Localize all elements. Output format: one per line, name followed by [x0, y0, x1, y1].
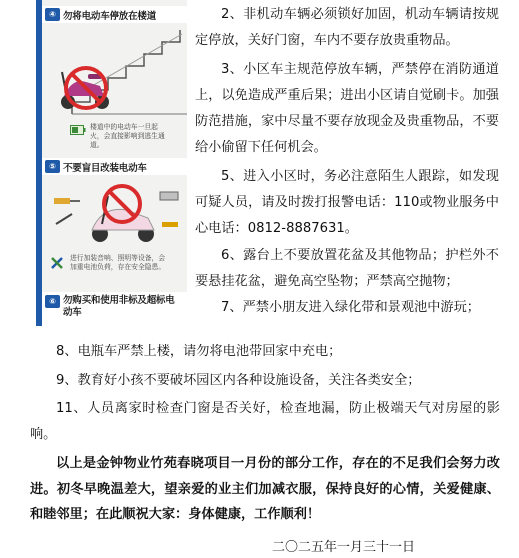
notice-items-full	[30, 339, 500, 447]
notice-item-5: 5、进入小区时，务必注意陌生人跟踪，如发现可疑人员，请及时拨打报警电话：110或物业服务中心电话：0812-8887631。	[195, 169, 499, 236]
notice-item-7: 7、严禁小朋友进入绿化带和景观池中游玩；	[221, 299, 480, 315]
closing-text: 以上是金钟物业竹苑春晓项目一月份的部分工作，存在的不足我们会努力改进。初冬早晚温差大，望亲爱的业主们加减衣服，保持良好的心情，关爱健康、和睦邻里；在此顺祝大家：身体健康，工作顺利！	[30, 456, 500, 522]
panel-number-badge: ⑤	[45, 160, 60, 173]
notice-items-wrapped	[195, 2, 499, 320]
closing-paragraph	[30, 451, 500, 528]
notice-item-9: 9、教育好小孩不要破坏园区内各种设施设备，关注各类安全；	[56, 372, 421, 388]
panel-number-badge: ④	[45, 8, 60, 21]
stairs-scooter-illustration	[42, 26, 187, 118]
signature-date: 二〇二五年一月三十一日	[272, 540, 416, 555]
notice-item-8: 8、电瓶车严禁上楼，请勿将电池带回家中充电；	[56, 344, 342, 359]
tip-text: 楼道中的电动车一旦起火，会直接影响到逃生通道。	[90, 123, 165, 149]
notice-item-2: 2、非机动车辆必须锁好加固，机动车辆请按规定停放，关好门窗，车内不要存放贵重物品。	[195, 7, 499, 48]
poster-panel-header-6	[42, 292, 187, 326]
modified-scooter-illustration	[42, 178, 187, 248]
notice-item-3: 3、小区车主规范停放车辆，严禁停在消防通道上，以免造成严重后果；进出小区请自觉刷卡。加强防范措施，家中尽量不要存放现金及贵重物品，不要给小偷留下任何机会。	[195, 62, 499, 155]
notice-item-6: 6、露台上不要放置花盆及其他物品；护栏外不要悬挂花盆，避免高空坠物；严禁高空抛物；	[195, 248, 499, 290]
panel-title: 勿将电动车停放在楼道	[63, 10, 157, 22]
panel-title: 不要盲目改装电动车	[63, 162, 147, 174]
wrench-icon	[50, 256, 66, 270]
tip-text: 进行加装音响、照明等设备，会加重电池负荷，存在安全隐患。	[70, 254, 166, 271]
poster-panel-header-5	[42, 158, 187, 175]
panel-title: 勿购买和使用非标及超标电动车	[63, 295, 175, 318]
safety-poster	[36, 0, 187, 326]
poster-panel-header-4	[42, 6, 187, 23]
notice-item-11: 11、人员离家时检查门窗是否关好，检查地漏，防止极端天气对房屋的影响。	[30, 401, 500, 442]
poster-tip-2	[50, 254, 166, 272]
battery-icon	[70, 125, 86, 135]
panel-number-badge: ⑥	[45, 295, 60, 308]
poster-tip-1	[70, 123, 168, 150]
